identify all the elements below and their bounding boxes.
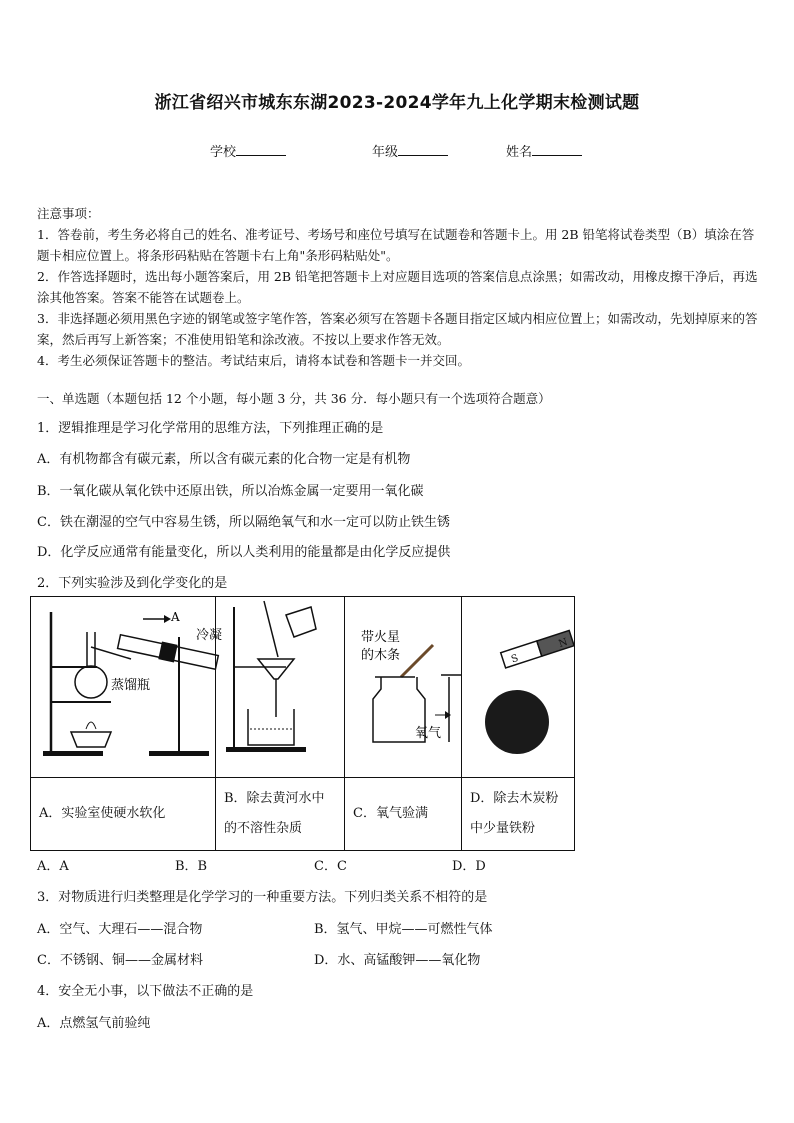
caption-d: D．除去木炭粉 中少量铁粉 — [462, 778, 575, 851]
q1-option-a[interactable]: A．有机物都含有碳元素，所以含有碳元素的化合物一定是有机物 — [37, 452, 411, 467]
note-item: 4．考生必须保证答题卡的整洁。考试结束后，请将本试卷和答题卡一并交回。 — [37, 353, 470, 368]
oxygen-bottle-icon — [345, 597, 461, 773]
q2-option-c[interactable]: C．C — [314, 859, 347, 874]
caption-b: B．除去黄河水中 的不溶性杂质 — [216, 778, 345, 851]
condenser-label: 冷凝 — [196, 628, 223, 643]
filtration-apparatus-icon — [216, 597, 344, 773]
note-item: 1．答卷前，考生务必将自己的姓名、准考证号、考场号和座位号填写在试题卷和答题卡上。用 2B 铅笔将试卷类型（B）填涂在答题卡相应位置上。将条形码粘贴在答题卡右上角"条形码粘贴处"。 — [37, 227, 755, 263]
section-heading: 一、单选题（本题包括 12 个小题，每小题 3 分，共 36 分．每小题只有一个选项符合题意） — [37, 391, 551, 406]
q3-option-a[interactable]: A．空气、大理石——混合物 — [37, 922, 203, 937]
note-item: 3．非选择题必须用黑色字迹的钢笔或签字笔作答，答案必须写在答题卡各题目指定区域内相应位置上；如需改动，先划掉原来的答案，然后再写上新答案；不准使用铅笔和涂改液。不按以上要求作答无效。 — [37, 311, 758, 347]
q4-option-a[interactable]: A．点燃氢气前验纯 — [37, 1016, 151, 1031]
flask-label: 蒸馏瓶 — [111, 678, 151, 693]
magnet-n-label: N — [557, 636, 570, 651]
name-field[interactable] — [506, 141, 582, 160]
arrow-label-a: A — [171, 610, 180, 624]
q1-option-c[interactable]: C．铁在潮湿的空气中容易生锈，所以隔绝氧气和水一定可以防止铁生锈 — [37, 515, 450, 530]
oxygen-label: 氧气 — [415, 726, 442, 741]
splint-label-1: 带火星 — [361, 630, 401, 645]
distillation-diagram — [31, 597, 223, 778]
q3-option-d[interactable]: D．水、高锰酸钾——氧化物 — [314, 953, 481, 968]
magnet-icon — [462, 597, 574, 773]
magnet-s-label: S — [509, 652, 520, 666]
name-label: 姓名 — [506, 145, 533, 160]
caption-a: A．实验室使硬水软化 — [31, 778, 216, 851]
page-title: 浙江省绍兴市城东东湖2023-2024学年九上化学期末检测试题 — [154, 93, 640, 113]
q3-stem: 3．对物质进行归类整理是化学学习的一种重要方法。下列归类关系不相符的是 — [37, 890, 488, 905]
experiment-figure-table — [30, 596, 575, 851]
q2-option-b[interactable]: B．B — [175, 859, 208, 874]
q2-stem: 2．下列实验涉及到化学变化的是 — [37, 576, 228, 591]
caption-c: C．氧气验满 — [345, 778, 462, 851]
grade-blank[interactable] — [398, 143, 448, 156]
charcoal-powder-icon — [485, 690, 549, 754]
note-item: 2．作答选择题时，选出每小题答案后，用 2B 铅笔把答题卡上对应题目选项的答案信息点涂黑；如需改动，用橡皮擦干净后，再选涂其他答案。答案不能答在试题卷上。 — [37, 269, 758, 305]
distillation-apparatus-icon — [31, 597, 223, 773]
school-label: 学校 — [210, 145, 237, 160]
name-blank[interactable] — [532, 143, 582, 156]
q1-stem: 1．逻辑推理是学习化学常用的思维方法，下列推理正确的是 — [37, 421, 384, 436]
grade-label: 年级 — [372, 145, 399, 160]
oxygen-test-diagram — [345, 597, 462, 778]
exam-notes — [37, 203, 759, 371]
school-field[interactable] — [210, 141, 286, 160]
notes-heading: 注意事项： — [37, 206, 100, 221]
splint-label-2: 的木条 — [361, 648, 401, 663]
q1-option-b[interactable]: B．一氧化碳从氧化铁中还原出铁，所以冶炼金属一定要用一氧化碳 — [37, 484, 424, 499]
school-blank[interactable] — [236, 143, 286, 156]
q2-option-a[interactable]: A．A — [37, 859, 69, 874]
q3-option-b[interactable]: B．氢气、甲烷——可燃性气体 — [314, 922, 493, 937]
q1-option-d[interactable]: D．化学反应通常有能量变化，所以人类利用的能量都是由化学反应提供 — [37, 545, 451, 560]
q3-option-c[interactable]: C．不锈钢、铜——金属材料 — [37, 953, 203, 968]
q4-stem: 4．安全无小事，以下做法不正确的是 — [37, 984, 254, 999]
magnet-diagram — [462, 597, 575, 778]
grade-field[interactable] — [372, 141, 448, 160]
filtration-diagram — [216, 597, 345, 778]
q2-option-d[interactable]: D．D — [452, 859, 486, 874]
